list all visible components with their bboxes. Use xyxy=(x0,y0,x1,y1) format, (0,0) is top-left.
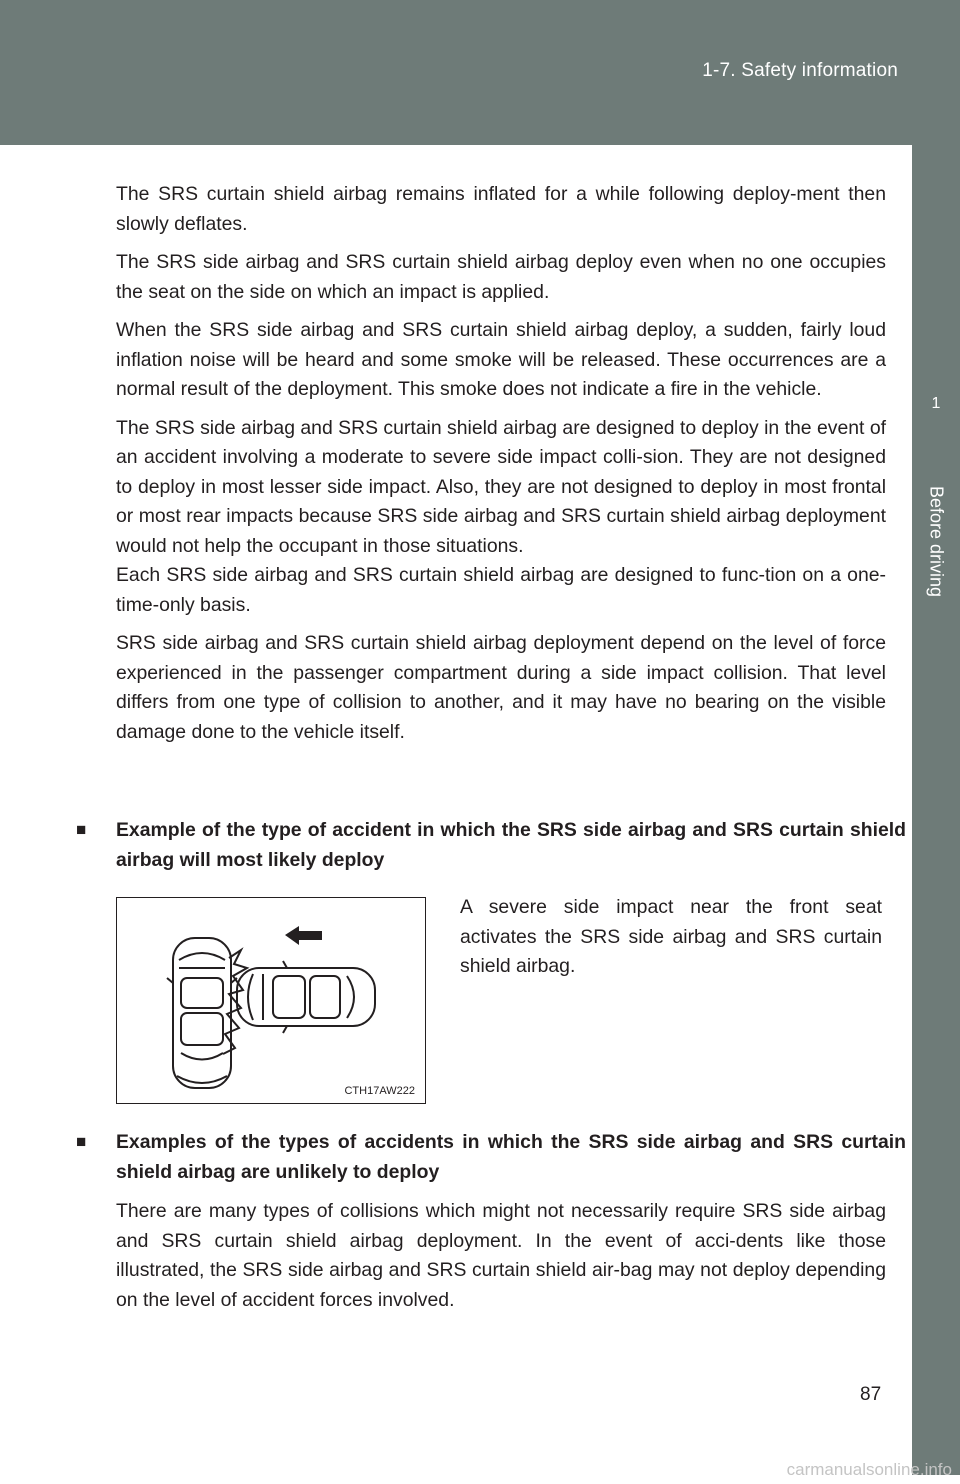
section-title: 1-7. Safety information xyxy=(702,60,898,81)
paragraph: When the SRS side airbag and SRS curtain shield airbag deploy, a sudden, fairly loud inflation noise will be heard and some smoke will be released. These occurrences are a normal result of the deployment. This smoke does not indicate a fire in the vehicle. xyxy=(116,319,886,400)
struck-vehicle xyxy=(167,938,237,1088)
striking-vehicle xyxy=(237,961,375,1033)
impact-burst-icon xyxy=(223,950,247,1054)
square-bullet-icon: ■ xyxy=(76,820,87,839)
impact-arrow-icon xyxy=(285,926,322,945)
heading-text: Examples of the types of accidents in which the SRS side airbag and SRS curtain shield airbag are unlikely to deploy xyxy=(116,1131,906,1183)
side-impact-illustration xyxy=(116,897,426,1104)
body-text xyxy=(116,180,886,756)
paragraph: SRS side airbag and SRS curtain shield airbag deployment depend on the level of force experienced in the passenger compartment during a side impact collision. That level differs from one type of collision to another, and it may have no bearing on the visible damage done to the vehicle itself. xyxy=(116,632,886,743)
paragraph: Each SRS side airbag and SRS curtain shield airbag are designed to func-tion on a one-time-only basis. xyxy=(116,564,886,616)
figure-code: CTH17AW222 xyxy=(344,1085,415,1097)
paragraph: The SRS side airbag and SRS curtain shield airbag are designed to deploy in the event of an accident involving a moderate to severe side impact colli-sion. They are not designed to deploy in most lesser side impact. Also, they are not designed to deploy in most frontal or most rear impacts because SRS side airbag and SRS curtain shield airbag deployment would not help the occupant in those situations. xyxy=(116,416,886,557)
figure-caption: A severe side impact near the front seat activates the SRS side airbag and SRS curtain shield airbag. xyxy=(460,896,882,977)
section-heading-unlikely-deploy xyxy=(76,1127,906,1187)
page-number: 87 xyxy=(860,1384,882,1405)
chapter-side-tab xyxy=(912,145,960,1475)
chapter-number: 1 xyxy=(931,395,941,412)
paragraph: The SRS side airbag and SRS curtain shield airbag deploy even when no one occupies the seat on the side on which an impact is applied. xyxy=(116,251,886,303)
section2-paragraph: There are many types of collisions which might not necessarily require SRS side airbag and SRS curtain shield airbag deployment. In the event of acci-dents like those illustrated, the SRS side airbag and SRS curtain shield air-bag may not deploy depending on the level of accident forces involved. xyxy=(116,1200,886,1311)
paragraph: The SRS curtain shield airbag remains inflated for a while following deploy-ment then slowly deflates. xyxy=(116,183,886,235)
heading-text: Example of the type of accident in which the SRS side airbag and SRS curtain shield airbag will most likely deploy xyxy=(116,819,906,871)
side-impact-diagram xyxy=(117,898,424,1102)
section-heading-likely-deploy xyxy=(76,815,906,875)
square-bullet-icon: ■ xyxy=(76,1132,87,1151)
watermark: carmanualsonline.info xyxy=(786,1460,952,1479)
header-band xyxy=(0,0,960,145)
chapter-label: Before driving xyxy=(926,485,947,598)
